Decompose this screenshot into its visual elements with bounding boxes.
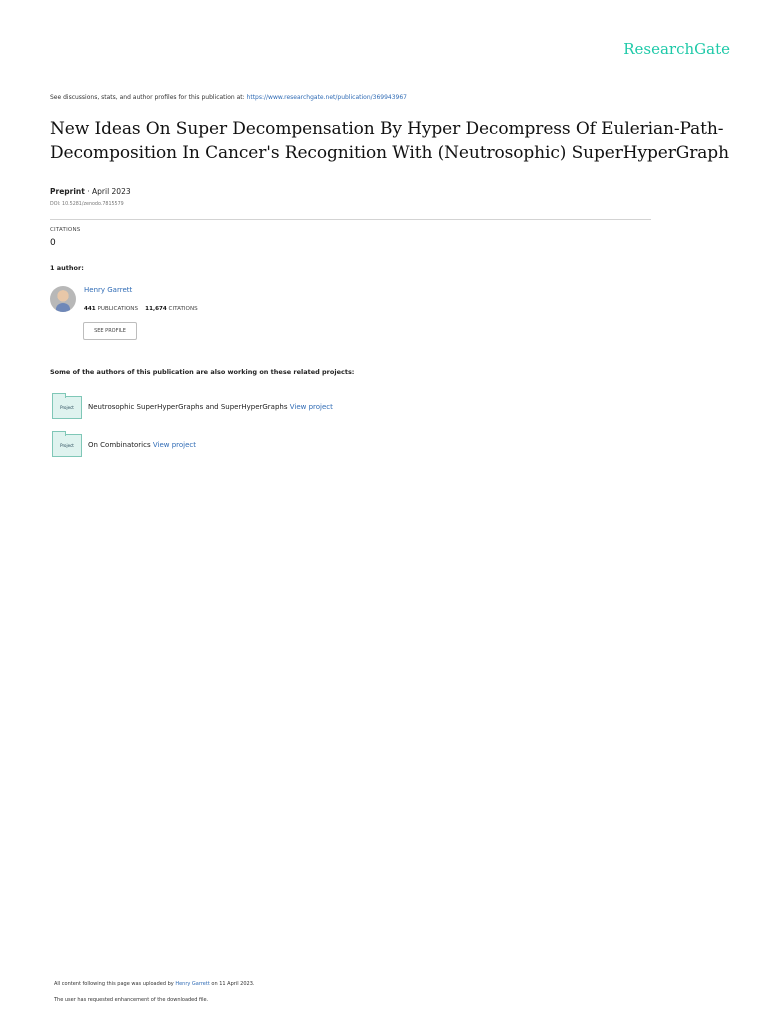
citations-label: CITATIONS	[50, 227, 81, 233]
view-project-link[interactable]: View project	[289, 403, 333, 411]
view-project-link[interactable]: View project	[152, 441, 196, 449]
publication-date: · April 2023	[84, 187, 131, 196]
source-note-text: See discussions, stats, and author profiles for this publication at:	[50, 94, 247, 101]
enhancement-note: The user has requested enhancement of the downloaded file.	[54, 997, 209, 1003]
publication-title: New Ideas On Super Decompensation By Hyper Decompress Of Eulerian-Path-Decomposition In Cancer's Recognition With (Neutrosophic) SuperHyperGraph	[50, 119, 729, 163]
publication-meta	[50, 187, 131, 196]
divider	[50, 219, 651, 220]
project-title: Neutrosophic SuperHyperGraphs and SuperHyperGraphs	[88, 403, 290, 411]
author-citations-count: 11,674	[145, 306, 167, 312]
source-note	[50, 94, 407, 101]
project-title: On Combinatorics	[88, 441, 153, 449]
project-folder-icon	[52, 434, 82, 457]
author-name-link[interactable]: Henry Garrett	[84, 286, 133, 294]
author-publications-count: 441	[84, 306, 96, 312]
publication-url-link[interactable]: https://www.researchgate.net/publication/369943967	[246, 94, 407, 101]
project-folder-icon	[52, 396, 82, 419]
project-badge-label: Project	[60, 443, 74, 448]
upload-note-date: on 11 April 2023.	[209, 981, 255, 987]
see-profile-button[interactable]: SEE PROFILE	[83, 322, 137, 340]
publication-doi: DOI: 10.5281/zenodo.7815579	[50, 202, 124, 207]
project-item	[88, 441, 196, 449]
project-item	[88, 403, 333, 411]
upload-note	[54, 981, 255, 987]
related-projects-heading: Some of the authors of this publication are also working on these related projects:	[50, 368, 355, 376]
author-publications-label: PUBLICATIONS	[95, 306, 139, 312]
publication-type: Preprint	[50, 187, 85, 196]
uploader-link[interactable]: Henry Garrett	[175, 981, 210, 987]
project-badge-label: Project	[60, 405, 74, 410]
author-avatar[interactable]	[50, 286, 76, 312]
author-citations-label: CITATIONS	[166, 306, 198, 312]
citations-count: 0	[50, 238, 56, 248]
researchgate-logo[interactable]: ResearchGate	[623, 40, 730, 58]
upload-note-prefix: All content following this page was uploaded by	[54, 981, 176, 987]
author-stats	[84, 306, 198, 312]
authors-heading: 1 author:	[50, 264, 84, 272]
